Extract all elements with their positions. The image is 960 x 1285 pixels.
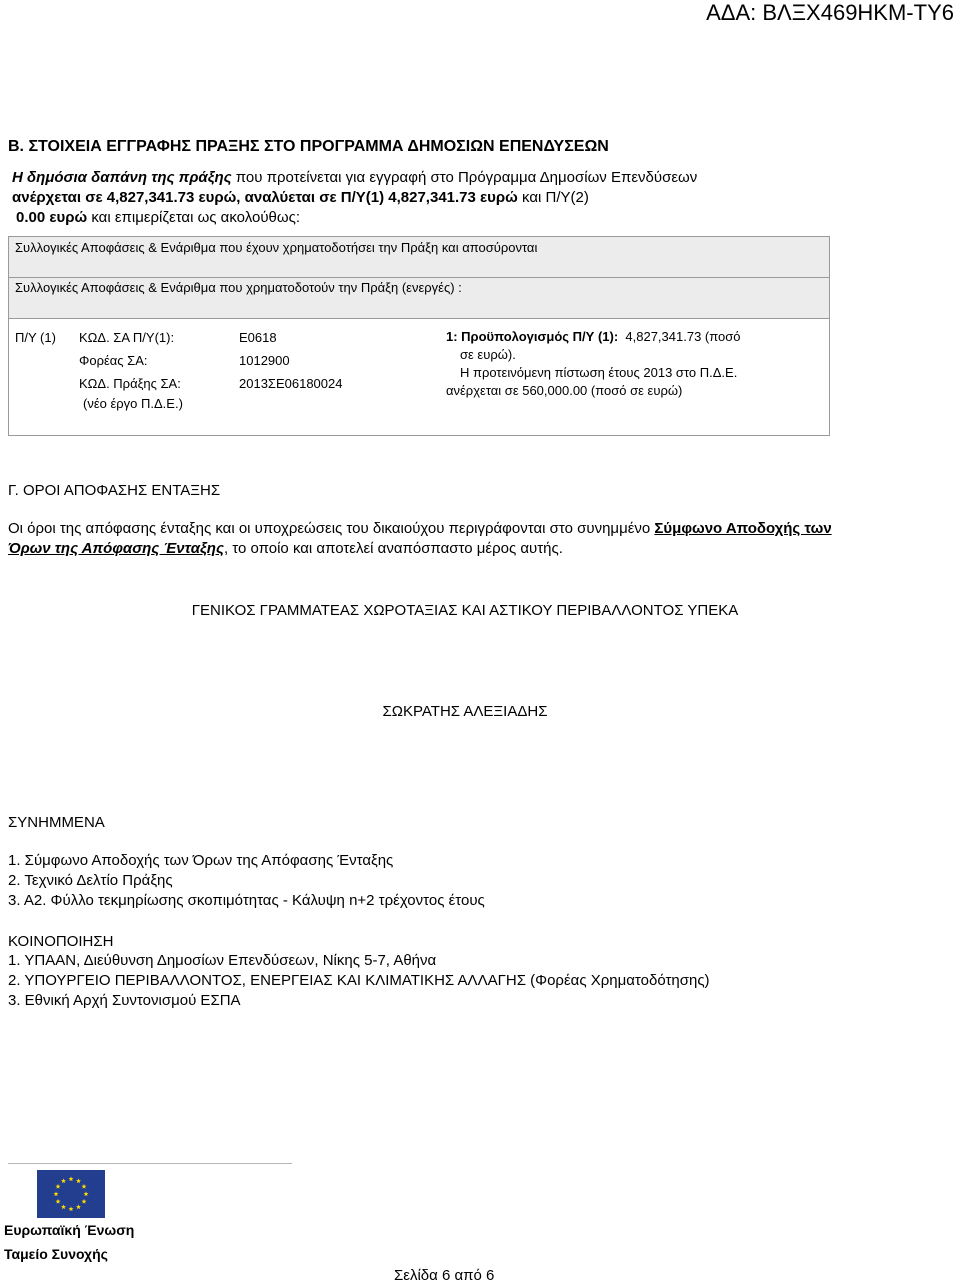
terms-link-2: Όρων της Απόφασης Ένταξης <box>8 540 224 557</box>
eu-flag-star <box>56 1184 61 1189</box>
intro-amount: ανέρχεται σε 4,827,341.73 ευρώ, αναλύεται σε Π/Υ(1) 4,827,341.73 ευρώ <box>12 189 518 206</box>
signatory-position: ΓΕΝΙΚΟΣ ΓΡΑΜΜΑΤΕΑΣ ΧΩΡΟΤΑΞΙΑΣ ΚΑΙ ΑΣΤΙΚΟΥ ΠΕΡΙΒΑΛΛΟΝΤΟΣ ΥΠΕΚΑ <box>191 602 739 619</box>
withdrawn-decisions-label: Συλλογικές Αποφάσεις & Ενάριθμα που έχουν χρηματοδοτήσει την Πράξη και αποσύρονται <box>15 240 538 255</box>
budget-label-new-project: (νέο έργο Π.Δ.Ε.) <box>83 396 183 411</box>
attachment-item: 3. Α2. Φύλλο τεκμηρίωσης σκοπιμότητας - Κάλυψη n+2 τρέχοντος έτους <box>8 892 485 909</box>
budget-row-label: Π/Υ (1) <box>15 330 56 345</box>
budget-table <box>8 318 830 436</box>
active-decisions-box <box>8 277 830 319</box>
active-decisions-label: Συλλογικές Αποφάσεις & Ενάριθμα που χρηματοδοτούν την Πράξη (ενεργές) : <box>15 280 462 295</box>
budget-label-agency: Φορέας ΣΑ: <box>79 353 148 368</box>
budget-desc-amount: 4,827,341.73 (ποσό <box>625 329 741 344</box>
notification-item: 2. ΥΠΟΥΡΓΕΙΟ ΠΕΡΙΒΑΛΛΟΝΤΟΣ, ΕΝΕΡΓΕΙΑΣ ΚΑΙ ΚΛΙΜΑΤΙΚΗΣ ΑΛΛΑΓΗΣ (Φορέας Χρηματοδότησης) <box>8 972 710 989</box>
intro-text-2: και Π/Υ(2) <box>517 189 589 206</box>
intro-emphasis: Η δημόσια δαπάνη της πράξης <box>12 169 232 186</box>
attachments-title: ΣΥΝΗΜΜΕΝΑ <box>8 814 105 831</box>
attachment-item: 2. Τεχνικό Δελτίο Πράξης <box>8 872 173 889</box>
intro-text-3: και επιμερίζεται ως ακολούθως: <box>87 209 300 226</box>
notification-item: 3. Εθνική Αρχή Συντονισμού ΕΣΠΑ <box>8 992 241 1009</box>
notification-title: ΚΟΙΝΟΠΟΙΗΣΗ <box>8 933 114 950</box>
attachment-item: 1. Σύμφωνο Αποδοχής των Όρων της Απόφασης Ένταξης <box>8 852 394 869</box>
budget-description-4: ανέρχεται σε 560,000.00 (ποσό σε ευρώ) <box>446 383 683 398</box>
budget-value-code: Ε0618 <box>239 330 277 345</box>
footer-divider <box>8 1163 292 1164</box>
terms-link-1: Σύμφωνο Αποδοχής των <box>654 520 832 537</box>
notification-item: 1. ΥΠΑΑΝ, Διεύθυνση Δημοσίων Επενδύσεων, Νίκης 5-7, Αθήνα <box>8 952 437 969</box>
budget-description-2: σε ευρώ). <box>460 347 516 362</box>
eu-label: Ευρωπαϊκή Ένωση <box>4 1222 135 1238</box>
withdrawn-decisions-box <box>8 236 830 278</box>
section-b-intro <box>12 168 812 230</box>
eu-flag-star <box>61 1178 66 1183</box>
eu-flag-stars <box>37 1170 105 1218</box>
eu-flag-star <box>82 1184 87 1189</box>
eu-flag-star <box>76 1178 81 1183</box>
budget-label-project: ΚΩΔ. Πράξης ΣΑ: <box>79 376 181 391</box>
eu-flag-star <box>56 1199 61 1204</box>
budget-value-project: 2013ΣΕ06180024 <box>239 376 343 391</box>
budget-description-3: Η προτεινόμενη πίστωση έτους 2013 στο Π.Δ.Ε. <box>460 365 738 380</box>
intro-text: που προτείνεται για εγγραφή στο Πρόγραμμα Δημοσίων Επενδύσεων <box>231 169 698 186</box>
budget-desc-label: 1: Προϋπολογισμός Π/Υ (1): <box>446 329 619 344</box>
eu-flag-star <box>76 1204 81 1209</box>
terms-text-2: , το οποίο και αποτελεί αναπόσπαστο μέρος αυτής. <box>223 540 563 557</box>
signatory-name: ΣΩΚΡΑΤΗΣ ΑΛΕΞΙΑΔΗΣ <box>382 703 548 720</box>
terms-text: Οι όροι της απόφασης ένταξης και οι υποχρεώσεις του δικαιούχου περιγράφονται στο συνημμένο <box>8 520 655 537</box>
page-number: Σελίδα 6 από 6 <box>394 1267 495 1284</box>
intro-amount-2: 0.00 ευρώ <box>16 209 88 226</box>
terms-paragraph <box>8 519 832 559</box>
eu-flag-star <box>69 1206 74 1211</box>
eu-flag-star <box>54 1191 59 1196</box>
fund-label: Ταμείο Συνοχής <box>4 1246 108 1262</box>
eu-flag-star <box>82 1199 87 1204</box>
eu-flag-star <box>69 1176 74 1181</box>
eu-flag-star <box>61 1204 66 1209</box>
eu-flag-star <box>84 1191 89 1196</box>
section-b-title: Β. ΣΤΟΙΧΕΙΑ ΕΓΓΡΑΦΗΣ ΠΡΑΞΗΣ ΣΤΟ ΠΡΟΓΡΑΜΜΑ ΔΗΜΟΣΙΩΝ ΕΠΕΝΔΥΣΕΩΝ <box>8 138 609 155</box>
budget-description-1 <box>446 329 741 344</box>
ada-code: ΑΔΑ: ΒΛΞΧ469ΗΚΜ-ΤΥ6 <box>706 0 954 25</box>
budget-label-code: ΚΩΔ. ΣΑ Π/Υ(1): <box>79 330 175 345</box>
section-g-title: Γ. ΟΡΟΙ ΑΠΟΦΑΣΗΣ ΕΝΤΑΞΗΣ <box>8 482 221 499</box>
eu-flag-icon <box>37 1170 105 1218</box>
budget-value-agency: 1012900 <box>239 353 290 368</box>
